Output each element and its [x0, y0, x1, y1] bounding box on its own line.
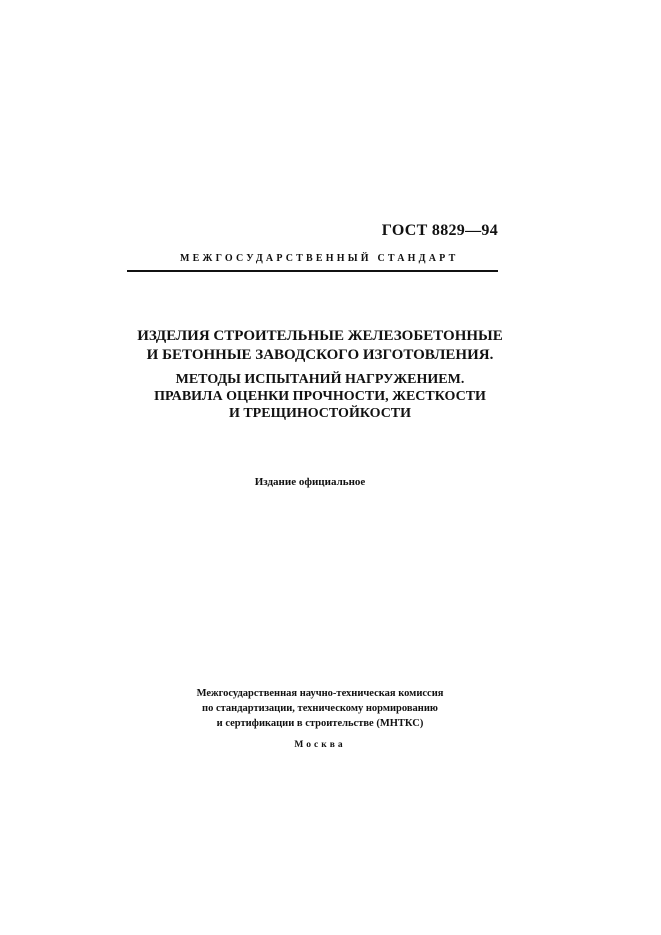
publisher-line-1: Межгосударственная научно-техническая комиссия	[196, 688, 444, 699]
subtitle-line-3: И ТРЕЩИНОСТОЙКОСТИ	[228, 406, 412, 421]
subtitle-line-2: ПРАВИЛА ОЦЕНКИ ПРОЧНОСТИ, ЖЕСТКОСТИ	[154, 389, 486, 404]
publisher-line-2: по стандартизации, техническому нормированию	[202, 703, 438, 714]
document-title	[100, 327, 540, 422]
subtitle-line-1: МЕТОДЫ ИСПЫТАНИЙ НАГРУЖЕНИЕМ.	[175, 372, 465, 387]
publisher-block	[100, 686, 540, 731]
publisher-line-3: и сертификации в строительстве (МНТКС)	[216, 718, 424, 729]
publication-city: Москва	[294, 740, 346, 750]
header-divider	[127, 270, 498, 272]
title-line-2: И БЕТОННЫЕ ЗАВОДСКОГО ИЗГОТОВЛЕНИЯ.	[146, 347, 494, 363]
edition-note: Издание официальное	[254, 476, 366, 488]
title-line-1: ИЗДЕЛИЯ СТРОИТЕЛЬНЫЕ ЖЕЛЕЗОБЕТОННЫЕ	[137, 328, 503, 344]
standard-type-label: МЕЖГОСУДАРСТВЕННЫЙ СТАНДАРТ	[180, 253, 459, 264]
document-number: ГОСТ 8829—94	[381, 222, 498, 239]
